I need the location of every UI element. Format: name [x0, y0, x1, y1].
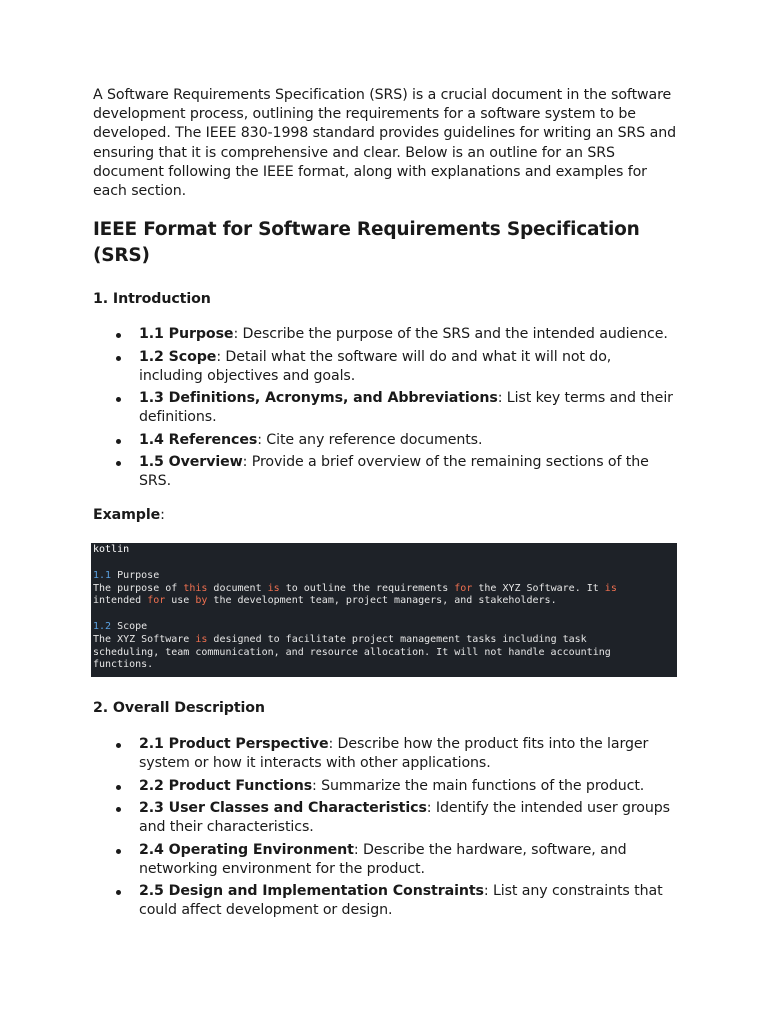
code-text-token: functions.	[93, 659, 154, 671]
code-text-token: The XYZ Software	[93, 633, 196, 645]
code-keyword-token: is	[267, 582, 280, 594]
list-item	[139, 325, 678, 344]
list-item	[139, 841, 678, 879]
item-term: 2.4 Operating Environment	[139, 841, 354, 858]
item-description: : Provide a brief overview of the remaining sections of the SRS.	[139, 454, 649, 490]
code-number-token: 1.2	[93, 621, 112, 632]
document-content	[93, 86, 678, 924]
item-term: 1.3 Definitions, Acronyms, and Abbreviations	[139, 390, 498, 407]
code-spacer	[93, 557, 675, 570]
code-line	[93, 621, 675, 634]
code-line	[93, 570, 675, 583]
code-keyword-token: for	[454, 582, 473, 594]
item-description: : Summarize the main functions of the product.	[312, 777, 645, 794]
list-item	[139, 389, 678, 427]
section-heading-introduction: 1. Introduction	[93, 291, 211, 308]
code-keyword-token: for	[147, 595, 166, 607]
item-description: : Describe the hardware, software, and networking environment for the product.	[139, 841, 627, 877]
code-block[interactable]	[91, 543, 677, 677]
item-term: 2.1 Product Perspective	[139, 736, 329, 753]
code-blank-line	[93, 608, 675, 621]
example-line	[93, 505, 678, 525]
item-term: 2.3 User Classes and Characteristics	[139, 800, 427, 817]
item-term: 1.4 References	[139, 431, 258, 448]
code-text-token: designed to facilitate project management tasks including task	[207, 633, 587, 645]
code-text-token: The purpose of	[93, 582, 184, 594]
code-number-token: 1.1	[93, 569, 112, 581]
item-description: : Detail what the software will do and what it will not do, including objectives and goals.	[139, 348, 612, 384]
list-item	[139, 431, 678, 450]
code-line	[93, 647, 675, 660]
overall-description-list	[93, 735, 678, 920]
item-description: : Describe the purpose of the SRS and the intended audience.	[233, 326, 668, 343]
introduction-list	[93, 325, 678, 491]
item-description: : Describe how the product fits into the larger system or how it interacts with other applications.	[139, 736, 649, 772]
section-heading-overall-description: 2. Overall Description	[93, 700, 265, 717]
code-text-token: the XYZ Software. It	[472, 582, 605, 594]
example-suffix: :	[160, 507, 165, 524]
item-term: 2.2 Product Functions	[139, 777, 313, 794]
code-text-token: intended	[93, 595, 148, 607]
item-description: : Identify the intended user groups and their characteristics.	[139, 800, 670, 836]
code-keyword-token: is	[195, 633, 208, 645]
document-title: IEEE Format for Software Requirements Specification (SRS)	[93, 219, 640, 267]
item-term: 1.2 Scope	[139, 348, 217, 365]
list-item	[139, 348, 678, 386]
list-item	[139, 799, 678, 837]
code-line	[93, 634, 675, 647]
item-term: 1.5 Overview	[139, 454, 243, 471]
list-item	[139, 777, 678, 796]
intro-paragraph: A Software Requirements Specification (SRS) is a crucial document in the software development process, outlining the requirements for a software system to be developed. The IEEE 830-1998 standard provides guidelines for writing an SRS and ensuring that it is comprehensive and clear. Below is an outline for an SRS document following the IEEE format, along with explanations and examples for each section.	[93, 87, 677, 200]
code-language-label: kotlin	[93, 544, 130, 556]
code-text-token: Scope	[111, 621, 148, 632]
code-keyword-token: by	[195, 595, 208, 607]
list-item	[139, 735, 678, 773]
code-body	[93, 570, 675, 672]
code-line	[93, 583, 675, 596]
code-line	[93, 595, 675, 608]
code-text-token: Purpose	[111, 569, 160, 581]
list-item	[139, 882, 678, 920]
item-description: : Cite any reference documents.	[257, 431, 483, 448]
code-text-token: use	[165, 595, 196, 607]
item-term: 2.5 Design and Implementation Constraints	[139, 883, 484, 900]
item-description: : List key terms and their definitions.	[139, 390, 673, 426]
code-keyword-token: is	[604, 582, 617, 594]
code-text-token: the development team, project managers, and stakeholders.	[207, 595, 557, 607]
code-text-token: scheduling, team communication, and resource allocation. It will not handle accounting	[93, 646, 611, 658]
item-description: : List any constraints that could affect development or design.	[139, 883, 663, 919]
example-label: Example	[93, 507, 161, 524]
code-text-token: document	[207, 582, 268, 594]
code-keyword-token: this	[183, 582, 208, 594]
code-text-token: to outline the requirements	[279, 582, 455, 594]
item-term: 1.1 Purpose	[139, 326, 234, 343]
list-item	[139, 453, 678, 491]
code-line	[93, 659, 675, 672]
